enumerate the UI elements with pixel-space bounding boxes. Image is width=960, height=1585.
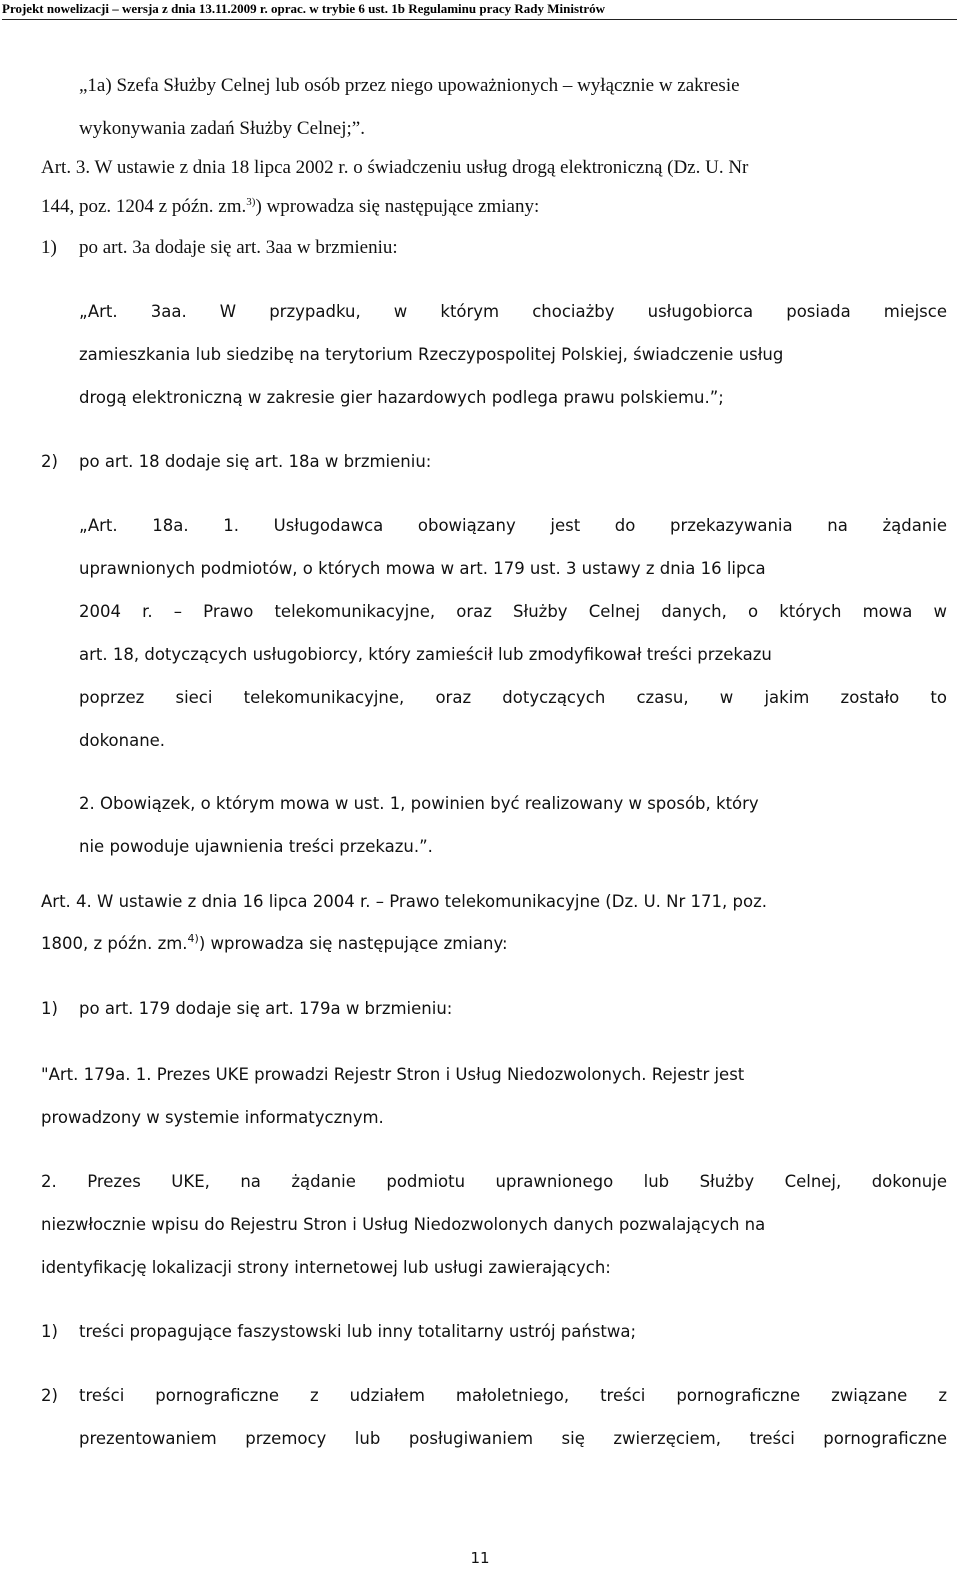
text-line: „Art. 18a. 1. Usługodawca obowiązany jest do przekazywania na żądanie bbox=[79, 516, 947, 535]
text-line: "Art. 179a. 1. Prezes UKE prowadzi Rejestr Stron i Usług Niedozwolonych. Rejestr jest bbox=[41, 1065, 745, 1084]
text-line bbox=[41, 932, 508, 956]
text-line: identyfikację lokalizacji strony internetowej lub usługi zawierających: bbox=[41, 1258, 611, 1277]
text-line: prowadzony w systemie informatycznym. bbox=[41, 1108, 384, 1127]
list-item bbox=[41, 1384, 947, 1408]
footnote-ref: 4) bbox=[187, 932, 199, 945]
list-number: 1) bbox=[41, 237, 57, 258]
text-segment: 1800, z późn. zm. bbox=[41, 934, 188, 953]
list-number: 1) bbox=[41, 999, 58, 1018]
footnote-ref: 3) bbox=[246, 196, 256, 208]
text-line: zamieszkania lub siedzibę na terytorium Rzeczypospolitej Polskiej, świadczenie usług bbox=[79, 345, 784, 364]
list-item-text: treści propagujące faszystowski lub inny totalitarny ustrój państwa; bbox=[79, 1322, 637, 1341]
list-item bbox=[41, 1320, 636, 1344]
text-line: niezwłocznie wpisu do Rejestru Stron i Usług Niedozwolonych danych pozwalających na bbox=[41, 1215, 766, 1234]
text-line bbox=[41, 195, 539, 219]
list-item-text: po art. 3a dodaje się art. 3aa w brzmieniu: bbox=[79, 237, 398, 258]
text-segment: ) wprowadza się następujące zmiany: bbox=[255, 196, 540, 217]
text-segment: 144, poz. 1204 z późn. zm. bbox=[41, 196, 247, 217]
text-line: „Art. 3aa. W przypadku, w którym chociażby usługobiorca posiada miejsce bbox=[79, 302, 947, 321]
list-item bbox=[41, 236, 398, 260]
text-line: prezentowaniem przemocy lub posługiwaniem się zwierzęciem, treści pornograficzne bbox=[79, 1429, 947, 1448]
running-header: Projekt nowelizacji – wersja z dnia 13.11.2009 r. oprac. w trybie 6 ust. 1b Regulaminu pracy Rady Ministrów bbox=[2, 1, 957, 20]
text-line: nie powoduje ujawnienia treści przekazu.”. bbox=[79, 837, 433, 856]
list-number: 2) bbox=[41, 452, 58, 471]
list-number: 2) bbox=[41, 1386, 58, 1405]
list-item-text: po art. 18 dodaje się art. 18a w brzmieniu: bbox=[79, 452, 432, 471]
text-line: 2. Obowiązek, o którym mowa w ust. 1, powinien być realizowany w sposób, który bbox=[79, 794, 759, 813]
list-item bbox=[41, 450, 431, 474]
page-number: 11 bbox=[470, 1549, 490, 1567]
text-line: drogą elektroniczną w zakresie gier hazardowych podlega prawu polskiemu.”; bbox=[79, 388, 724, 407]
text-line: 2004 r. – Prawo telekomunikacyjne, oraz Służby Celnej danych, o których mowa w bbox=[79, 602, 947, 621]
article-3-heading: Art. 3. W ustawie z dnia 18 lipca 2002 r. o świadczeniu usług drogą elektroniczną (Dz. U. Nr bbox=[41, 157, 749, 178]
list-item-text: treści pornograficzne z udziałem małoletniego, treści pornograficzne związane z bbox=[79, 1386, 947, 1405]
text-line: poprzez sieci telekomunikacyjne, oraz dotyczących czasu, w jakim zostało to bbox=[79, 688, 947, 707]
article-4-heading: Art. 4. W ustawie z dnia 16 lipca 2004 r. – Prawo telekomunikacyjne (Dz. U. Nr 171, poz. bbox=[41, 892, 767, 911]
text-line: „1a) Szefa Służby Celnej lub osób przez niego upoważnionych – wyłącznie w zakresie bbox=[79, 75, 740, 96]
text-line: dokonane. bbox=[79, 731, 166, 750]
list-number: 1) bbox=[41, 1322, 58, 1341]
text-line: wykonywania zadań Służby Celnej;”. bbox=[79, 118, 365, 139]
text-line: art. 18, dotyczących usługobiorcy, który zamieścił lub zmodyfikował treści przekazu bbox=[79, 645, 772, 664]
text-segment: ) wprowadza się następujące zmiany: bbox=[198, 934, 508, 953]
text-line: uprawnionych podmiotów, o których mowa w art. 179 ust. 3 ustawy z dnia 16 lipca bbox=[79, 559, 766, 578]
text-line: 2. Prezes UKE, na żądanie podmiotu uprawnionego lub Służby Celnej, dokonuje bbox=[41, 1172, 947, 1191]
list-item-text: po art. 179 dodaje się art. 179a w brzmieniu: bbox=[79, 999, 453, 1018]
list-item bbox=[41, 997, 452, 1021]
